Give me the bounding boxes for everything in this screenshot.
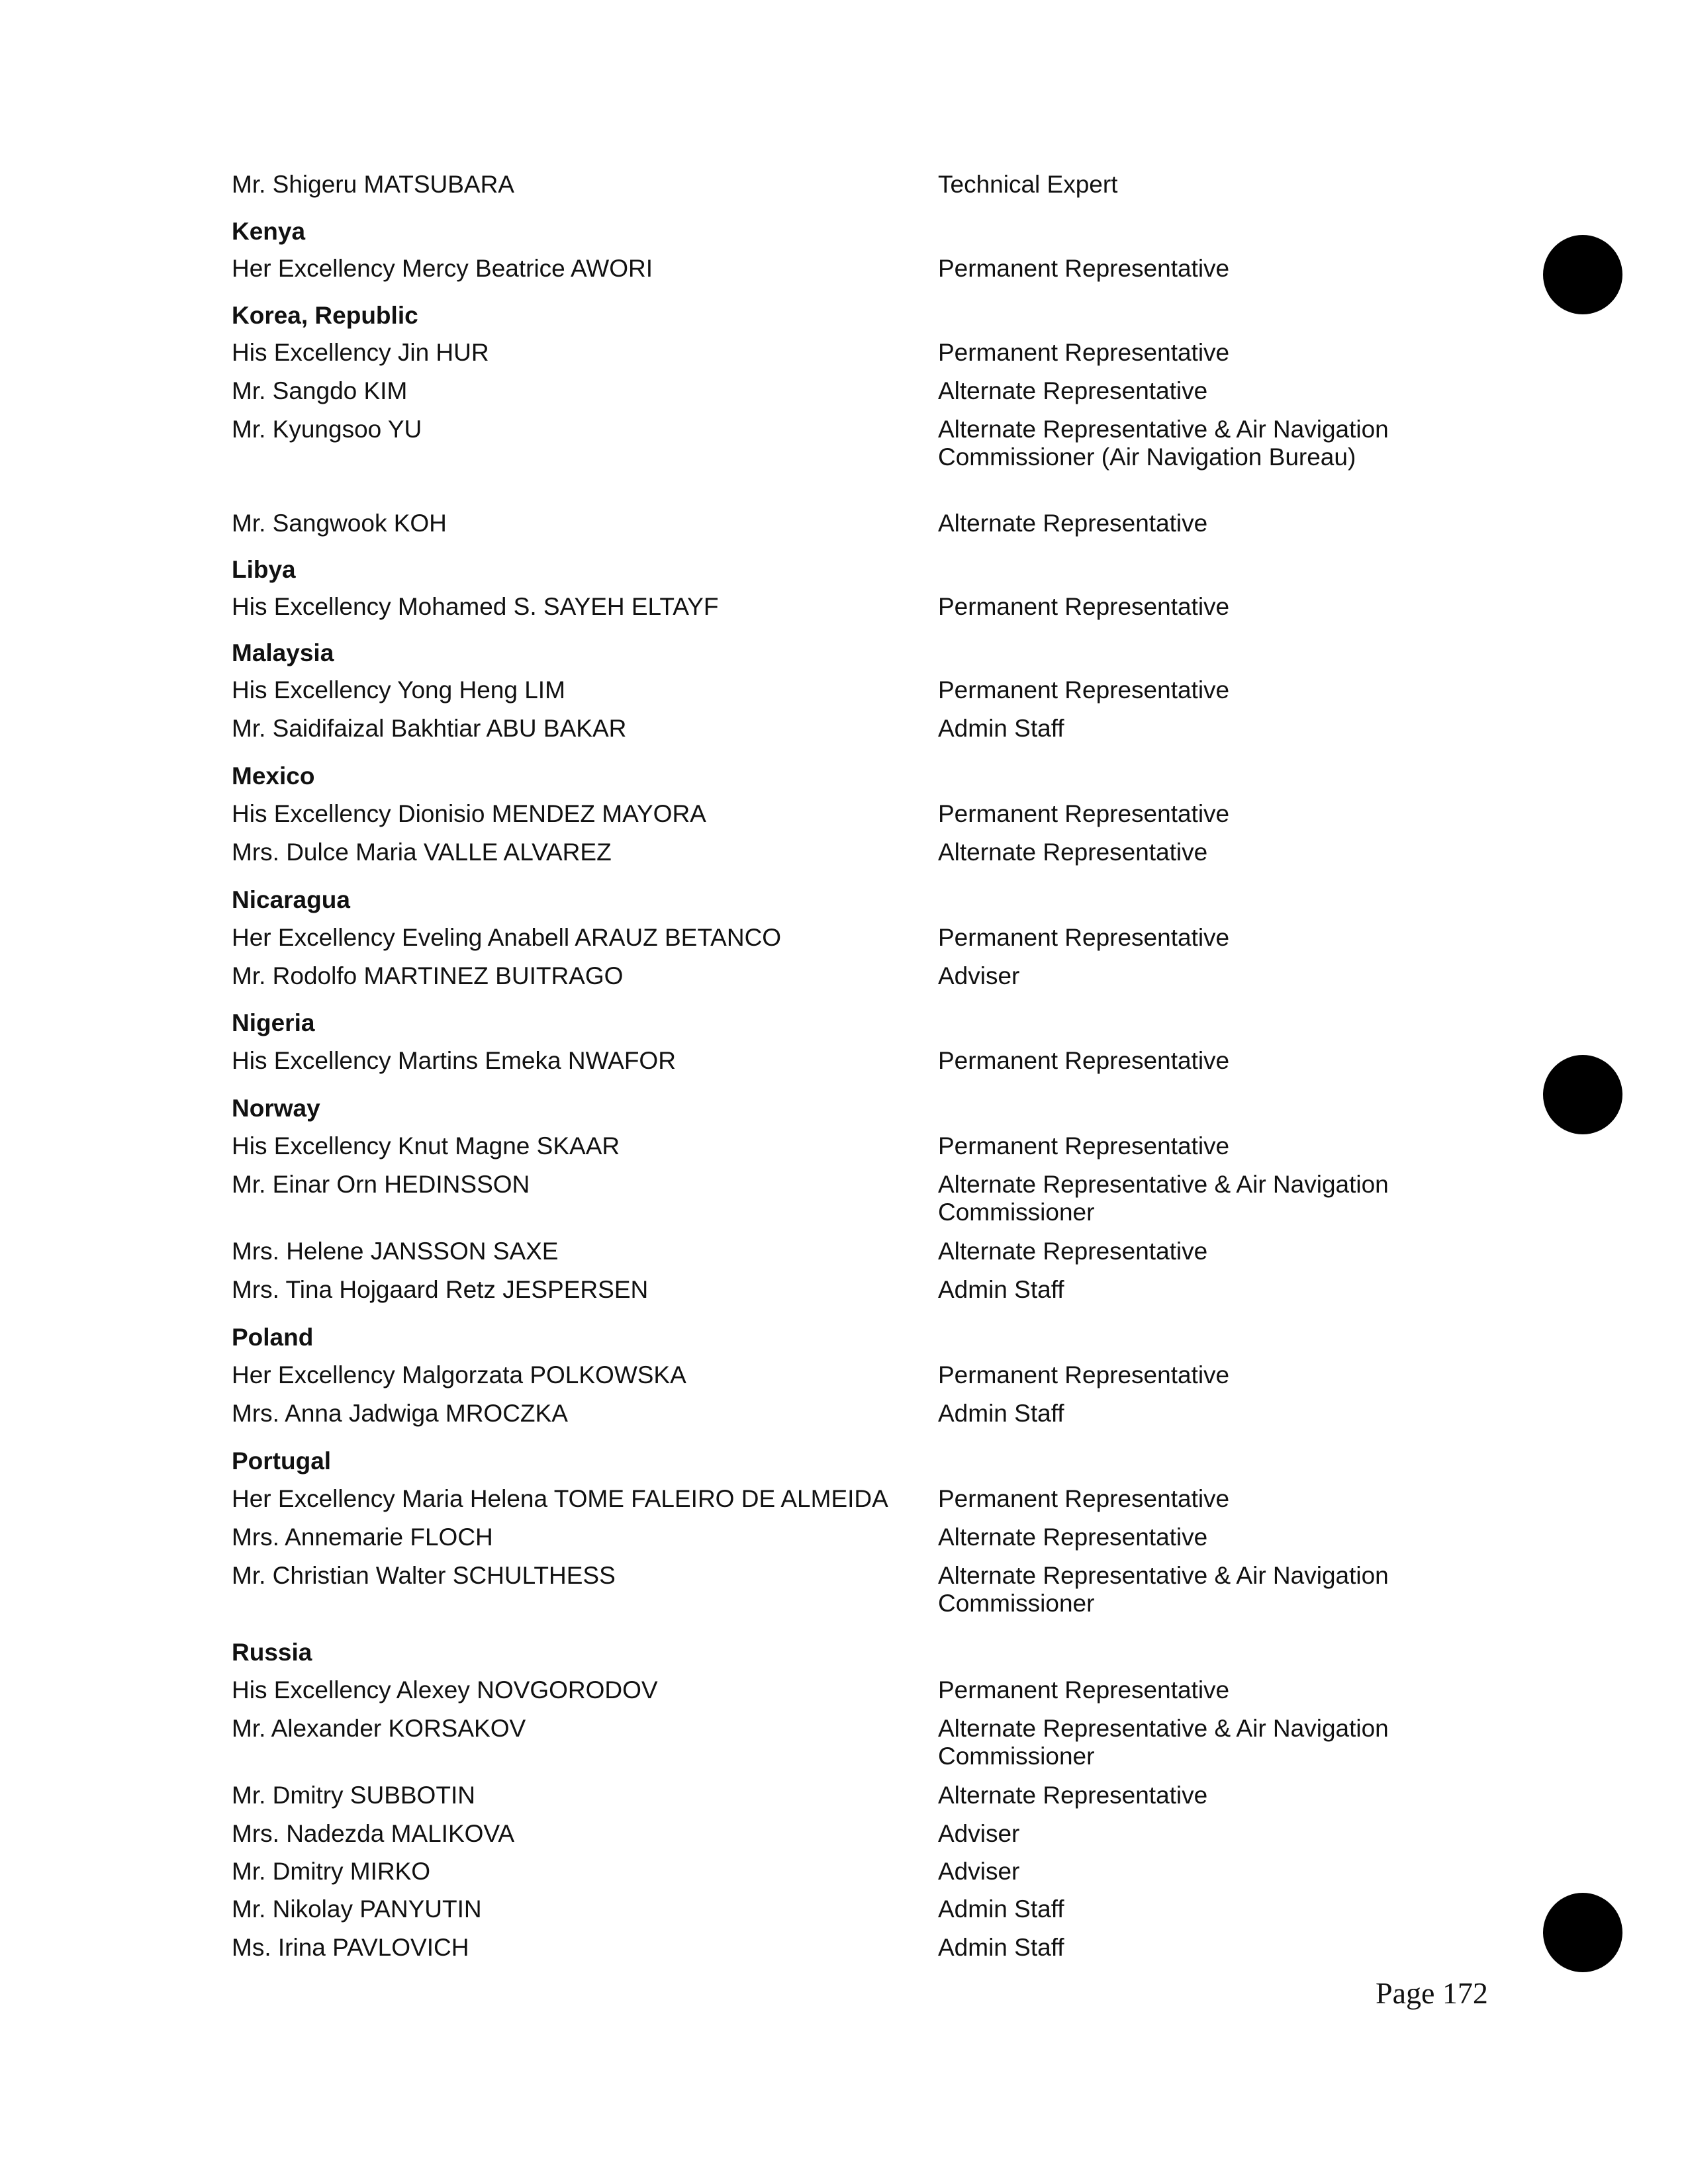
member-role: Alternate Representative & Air Navigation Commissioner xyxy=(938,1715,1389,1770)
member-role: Permanent Representative xyxy=(938,1047,1230,1074)
member-role: Alternate Representative xyxy=(938,377,1208,404)
member-name: Her Excellency Maria Helena TOME FALEIRO DE ALMEIDA xyxy=(232,1485,888,1512)
member-name: Mr. Sangwook KOH xyxy=(232,510,447,537)
country-heading: Portugal xyxy=(232,1447,332,1475)
member-name: Mrs. Tina Hojgaard Retz JESPERSEN xyxy=(232,1276,649,1303)
member-role: Adviser xyxy=(938,1820,1020,1847)
member-name: Mr. Kyungsoo YU xyxy=(232,416,422,443)
member-role: Permanent Representative xyxy=(938,339,1230,366)
member-name: His Excellency Jin HUR xyxy=(232,339,489,366)
member-role: Alternate Representative xyxy=(938,839,1208,866)
member-name: His Excellency Alexey NOVGORODOV xyxy=(232,1676,658,1704)
member-role: Permanent Representative xyxy=(938,1485,1230,1512)
member-name: Mrs. Helene JANSSON SAXE xyxy=(232,1238,559,1265)
member-role: Admin Staff xyxy=(938,1276,1064,1303)
page-number: Page 172 xyxy=(1376,1976,1488,2010)
member-role: Permanent Representative xyxy=(938,924,1230,951)
member-name: Mr. Alexander KORSAKOV xyxy=(232,1715,526,1742)
member-name: His Excellency Mohamed S. SAYEH ELTAYF xyxy=(232,593,719,620)
member-role: Permanent Representative xyxy=(938,676,1230,704)
member-name: Mr. Christian Walter SCHULTHESS xyxy=(232,1562,616,1589)
country-heading: Norway xyxy=(232,1095,320,1122)
country-heading: Libya xyxy=(232,556,296,583)
member-role: Permanent Representative xyxy=(938,593,1230,620)
country-heading: Malaysia xyxy=(232,639,334,666)
member-role: Permanent Representative xyxy=(938,1132,1230,1160)
country-heading: Mexico xyxy=(232,762,315,790)
member-role: Permanent Representative xyxy=(938,1676,1230,1704)
punch-hole xyxy=(1543,235,1622,314)
member-role: Permanent Representative xyxy=(938,255,1230,282)
country-heading: Russia xyxy=(232,1639,312,1666)
member-role: Alternate Representative & Air Navigation Commissioner (Air Navigation Bureau) xyxy=(938,416,1389,471)
member-role: Admin Staff xyxy=(938,715,1064,742)
member-name: Mr. Einar Orn HEDINSSON xyxy=(232,1171,530,1198)
country-heading: Nigeria xyxy=(232,1009,315,1036)
member-role: Admin Staff xyxy=(938,1400,1064,1427)
punch-hole xyxy=(1543,1893,1622,1972)
member-role: Permanent Representative xyxy=(938,800,1230,827)
member-role: Permanent Representative xyxy=(938,1361,1230,1388)
member-role: Adviser xyxy=(938,962,1020,989)
country-heading: Poland xyxy=(232,1324,314,1351)
member-name: Mr. Rodolfo MARTINEZ BUITRAGO xyxy=(232,962,624,989)
member-name: Mrs. Nadezda MALIKOVA xyxy=(232,1820,515,1847)
punch-hole xyxy=(1543,1055,1622,1134)
member-name: His Excellency Yong Heng LIM xyxy=(232,676,565,704)
member-name: His Excellency Knut Magne SKAAR xyxy=(232,1132,620,1160)
member-name: His Excellency Dionisio MENDEZ MAYORA xyxy=(232,800,706,827)
member-role: Alternate Representative xyxy=(938,1782,1208,1809)
member-name: Her Excellency Eveling Anabell ARAUZ BETANCO xyxy=(232,924,782,951)
member-role: Alternate Representative xyxy=(938,1524,1208,1551)
member-role: Alternate Representative xyxy=(938,510,1208,537)
member-name: Mr. Shigeru MATSUBARA xyxy=(232,171,514,198)
member-role: Alternate Representative xyxy=(938,1238,1208,1265)
member-name: Mrs. Anna Jadwiga MROCZKA xyxy=(232,1400,568,1427)
member-name: Mr. Saidifaizal Bakhtiar ABU BAKAR xyxy=(232,715,627,742)
country-heading: Nicaragua xyxy=(232,886,350,913)
member-name: His Excellency Martins Emeka NWAFOR xyxy=(232,1047,676,1074)
member-role: Alternate Representative & Air Navigation Commissioner xyxy=(938,1171,1389,1226)
member-role: Adviser xyxy=(938,1858,1020,1885)
country-heading: Korea, Republic xyxy=(232,302,418,329)
country-heading: Kenya xyxy=(232,218,306,245)
member-name: Mr. Sangdo KIM xyxy=(232,377,408,404)
member-name: Her Excellency Mercy Beatrice AWORI xyxy=(232,255,653,282)
member-role: Alternate Representative & Air Navigation Commissioner xyxy=(938,1562,1389,1617)
member-role: Admin Staff xyxy=(938,1934,1064,1961)
member-name: Mrs. Dulce Maria VALLE ALVAREZ xyxy=(232,839,612,866)
member-name: Her Excellency Malgorzata POLKOWSKA xyxy=(232,1361,686,1388)
member-name: Ms. Irina PAVLOVICH xyxy=(232,1934,469,1961)
member-name: Mrs. Annemarie FLOCH xyxy=(232,1524,493,1551)
member-role: Technical Expert xyxy=(938,171,1118,198)
member-name: Mr. Dmitry MIRKO xyxy=(232,1858,431,1885)
member-role: Admin Staff xyxy=(938,1895,1064,1923)
member-name: Mr. Nikolay PANYUTIN xyxy=(232,1895,482,1923)
member-name: Mr. Dmitry SUBBOTIN xyxy=(232,1782,475,1809)
